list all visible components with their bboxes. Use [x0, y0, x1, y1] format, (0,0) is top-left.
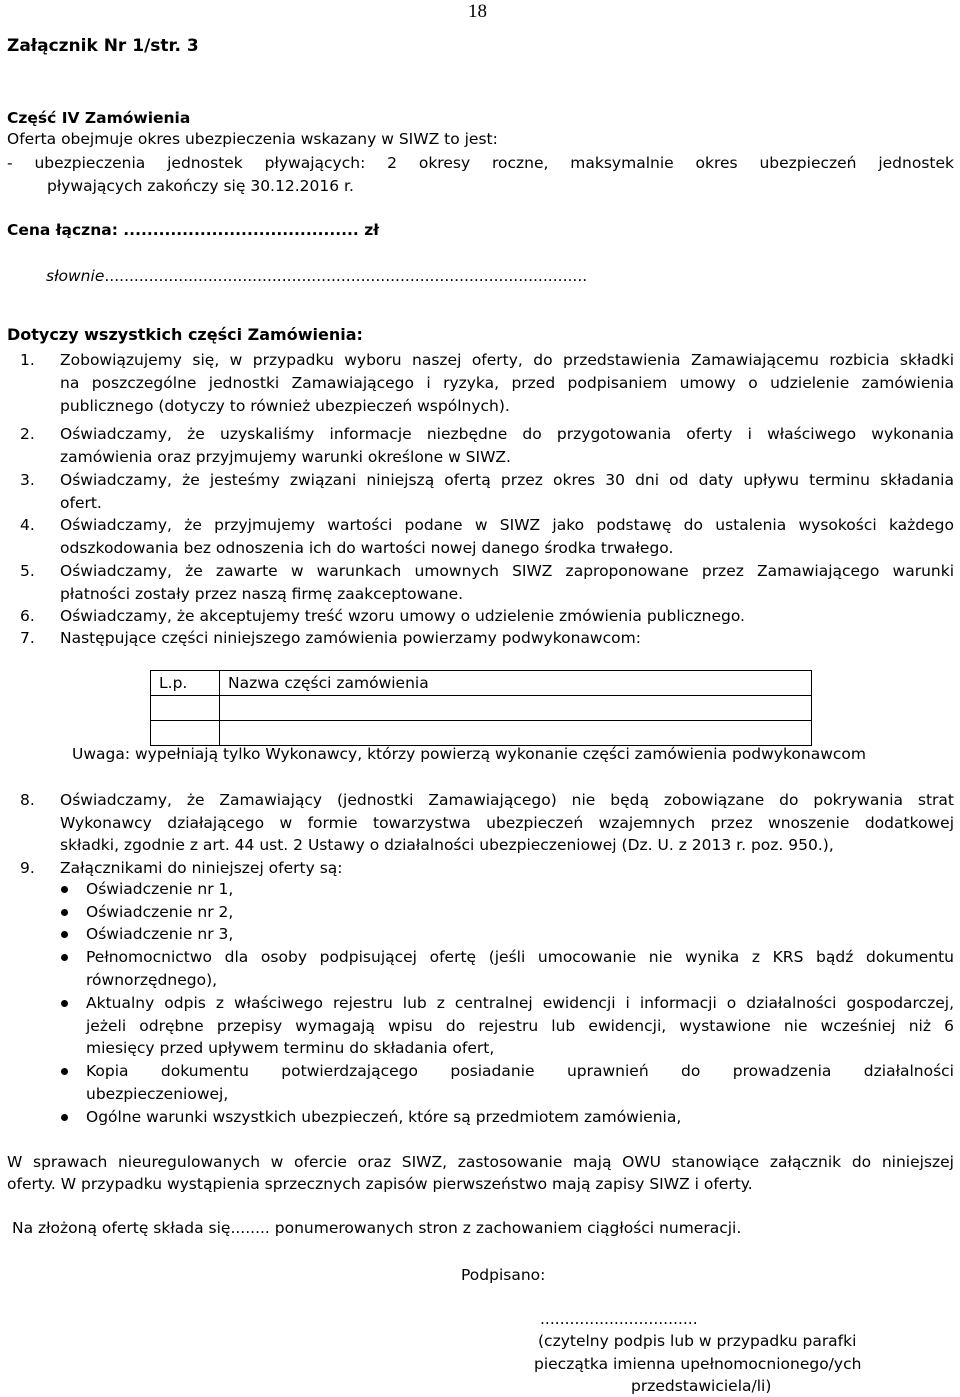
item-number: 1.: [20, 351, 35, 369]
item-text-line: Wykonawcy działającego w formie towarzystwa ubezpieczeń wzajemnych przez wnoszenie dodatkowej: [60, 814, 954, 832]
item-number: 9.: [20, 859, 35, 877]
all-parts-title: Dotyczy wszystkich części Zamówienia:: [7, 325, 363, 344]
item-text-line: Oświadczamy, że uzyskaliśmy informacje niezbędne do przygotowania oferty i właściwego wykonania: [60, 425, 954, 443]
bullet-icon: [58, 997, 70, 1009]
offer-period-line-1: - ubezpieczenia jednostek pływających: 2 okresy roczne, maksymalnie okres ubezpieczeń jednostek: [7, 154, 954, 172]
signature-note-line: (czytelny podpis lub w przypadku parafki: [538, 1332, 857, 1350]
closing-line-2: oferty. W przypadku wystąpienia sprzecznych zapisów pierwszeństwo mają zapisy SIWZ i oferty.: [7, 1175, 753, 1193]
total-price-label: Cena łączna: ........................................ zł: [7, 221, 379, 239]
bullet-icon: [58, 928, 70, 940]
bullet-icon: [58, 883, 70, 895]
pages-statement: Na złożoną ofertę składa się........ ponumerowanych stron z zachowaniem ciągłości numeracji.: [12, 1219, 742, 1237]
table-cell[interactable]: [220, 721, 812, 746]
item-text-line: Następujące części niniejszego zamówienia powierzamy podwykonawcom:: [60, 629, 641, 647]
list-item-line: miesięcy przed upływem terminu do składania ofert,: [86, 1039, 495, 1057]
item-number: 6.: [20, 607, 35, 625]
item-number: 7.: [20, 629, 35, 647]
attachment-title: Załącznik Nr 1/str. 3: [7, 36, 199, 56]
signature-dots: ................................: [540, 1310, 698, 1328]
item-text-line: Oświadczamy, że zawarte w warunkach umownych SIWZ zaproponowane przez Zamawiającego warunki: [60, 562, 954, 580]
table-note: Uwaga: wypełniają tylko Wykonawcy, którzy powierzą wykonanie części zamówienia podwykonawcom: [72, 745, 866, 763]
item-text-line: Załącznikami do niniejszej oferty są:: [60, 859, 343, 877]
item-text-line: publicznego (dotyczy to również ubezpieczeń wspólnych).: [60, 397, 510, 415]
list-item-line: Oświadczenie nr 1,: [86, 880, 234, 898]
table-cell[interactable]: [220, 696, 812, 721]
item-text-line: Oświadczamy, że jesteśmy związani niniejszą ofertą przez okres 30 dni od daty upływu terminu składania: [60, 471, 954, 489]
in-words-label: słownie: [46, 267, 105, 285]
in-words-dots: ..................................................................................................: [104, 267, 588, 285]
offer-period-intro: Oferta obejmuje okres ubezpieczenia wskazany w SIWZ to jest:: [7, 130, 498, 148]
list-item-line: Ogólne warunki wszystkich ubezpieczeń, które są przedmiotem zamówienia,: [86, 1108, 682, 1126]
table-header-row: [151, 671, 812, 696]
list-item-line: Aktualny odpis z właściwego rejestru lub z centralnej ewidencji i informacji o działalności gospodarczej,: [86, 994, 954, 1012]
list-item-line: równorzędnego),: [86, 971, 218, 989]
item-text-line: ofert.: [60, 494, 102, 512]
item-text-line: odszkodowania bez odnoszenia ich do wartości nowej danego środka trwałego.: [60, 539, 674, 557]
bullet-icon: [58, 906, 70, 918]
signature-note-line: pieczątka imienna upełnomocnionego/ych: [534, 1355, 862, 1373]
table-header-cell: L.p.: [151, 671, 220, 696]
list-item-line: Pełnomocnictwo dla osoby podpisującej ofertę (jeśli umocowanie nie wynika z KRS bądź dokumentu: [86, 948, 954, 966]
closing-line-1: W sprawach nieuregulowanych w ofercie oraz SIWZ, zastosowanie mają OWU stanowiące załącznik do niniejszej: [7, 1153, 954, 1171]
section-title: Część IV Zamówienia: [7, 109, 191, 127]
table-cell[interactable]: [151, 696, 220, 721]
table-cell[interactable]: [151, 721, 220, 746]
in-words-row: [46, 265, 587, 287]
item-text-line: Oświadczamy, że przyjmujemy wartości podane w SIWZ jako podstawę do ustalenia wysokości każdego: [60, 516, 954, 534]
item-number: 2.: [20, 425, 35, 443]
offer-period-line-2: pływających zakończy się 30.12.2016 r.: [47, 177, 354, 195]
item-number: 4.: [20, 516, 35, 534]
item-text-line: zamówienia oraz przyjmujemy warunki określone w SIWZ.: [60, 448, 511, 466]
table-header-cell: Nazwa części zamówienia: [220, 671, 812, 696]
list-item-line: Oświadczenie nr 2,: [86, 903, 234, 921]
item-text-line: Zobowiązujemy się, w przypadku wyboru naszej oferty, do przedstawienia Zamawiającemu rozbicia składki: [60, 351, 954, 369]
list-item-line: Oświadczenie nr 3,: [86, 925, 234, 943]
signature-note-line: przedstawiciela/li): [631, 1377, 772, 1395]
bullet-icon: [58, 1065, 70, 1077]
list-item-line: ubezpieczeniowej,: [86, 1085, 229, 1103]
item-text-line: Oświadczamy, że akceptujemy treść wzoru umowy o udzielenie zmówienia publicznego.: [60, 607, 745, 625]
item-text-line: Oświadczamy, że Zamawiający (jednostki Zamawiającego) nie będą zobowiązane do pokrywania strat: [60, 791, 954, 809]
list-item-line: jeżeli odrębne przepisy wymagają wpisu do rejestru lub ewidencji, wystawione nie wcześniej niż 6: [86, 1017, 954, 1035]
bullet-icon: [58, 951, 70, 963]
subcontractor-parts-table: [150, 670, 812, 746]
item-text-line: na poszczególne jednostki Zamawiającego i ryzyka, przed podpisaniem umowy o udzielenie zamówienia: [60, 374, 954, 392]
list-item-line: Kopia dokumentu potwierdzającego posiadanie uprawnień do prowadzenia działalności: [86, 1062, 954, 1080]
signed-label: Podpisano:: [461, 1266, 546, 1284]
table-row: [151, 721, 812, 746]
bullet-icon: [58, 1111, 70, 1123]
item-text-line: składki, zgodnie z art. 44 ust. 2 Ustawy o działalności ubezpieczeniowej (Dz. U. z 2013 r. poz. 950.),: [60, 836, 834, 854]
page-number: 18: [468, 1, 487, 22]
item-number: 8.: [20, 791, 35, 809]
item-number: 5.: [20, 562, 35, 580]
item-text-line: płatności zostały przez naszą firmę zaakceptowane.: [60, 585, 464, 603]
item-number: 3.: [20, 471, 35, 489]
table-row: [151, 696, 812, 721]
